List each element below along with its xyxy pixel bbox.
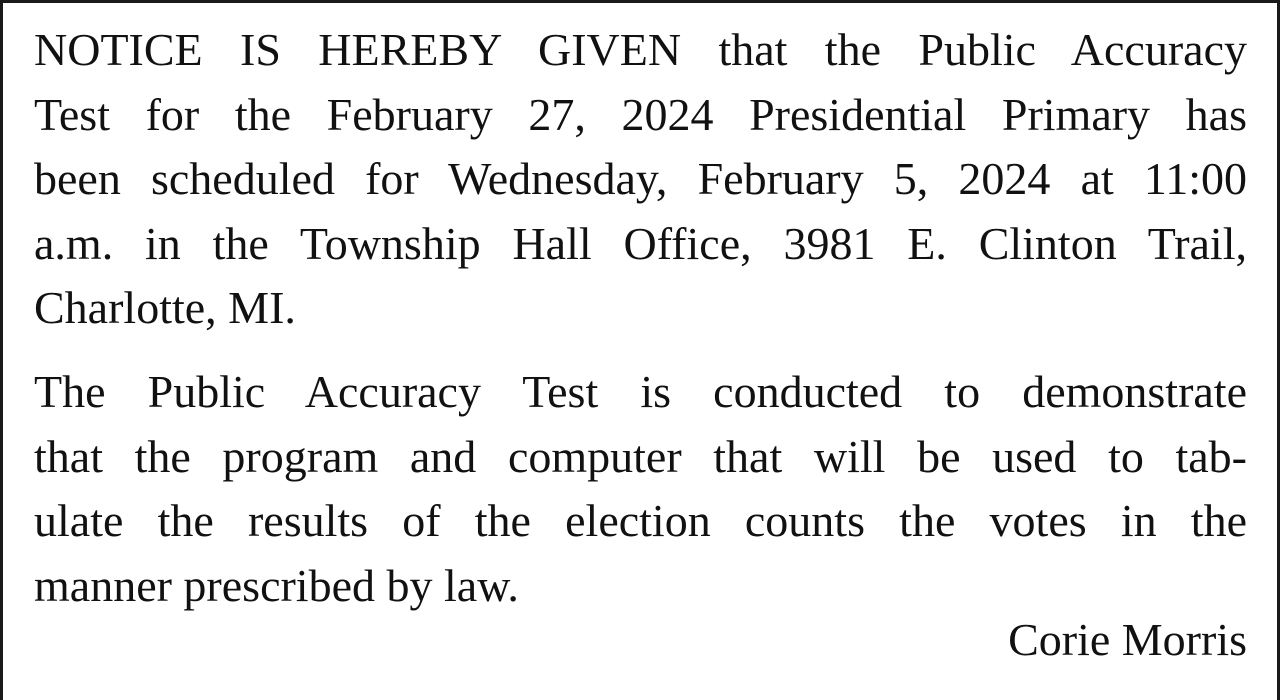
notice-paragraph-2 <box>34 360 1247 618</box>
text-line: NOTICE IS HEREBY GIVEN that the Public Accuracy <box>34 24 1247 75</box>
signature-name: Corie Morris <box>1008 614 1247 665</box>
text-line: been scheduled for Wednesday, February 5, 2024 at 11:00 <box>34 153 1247 204</box>
text-line: a.m. in the Township Hall Office, 3981 E. Clinton Trail, <box>34 217 1247 269</box>
notice-paragraph-1 <box>34 18 1247 341</box>
text-line: manner prescribed by law. <box>34 559 519 611</box>
text-line: Test for the February 27, 2024 Presidential Primary has <box>34 88 1247 140</box>
text-line: that the program and computer that will be used to tab- <box>34 430 1247 482</box>
text-line: The Public Accuracy Test is conducted to demonstrate <box>34 366 1247 417</box>
text-line: ulate the results of the election counts the votes in the <box>34 495 1247 546</box>
text-line: Charlotte, MI. <box>34 282 296 333</box>
